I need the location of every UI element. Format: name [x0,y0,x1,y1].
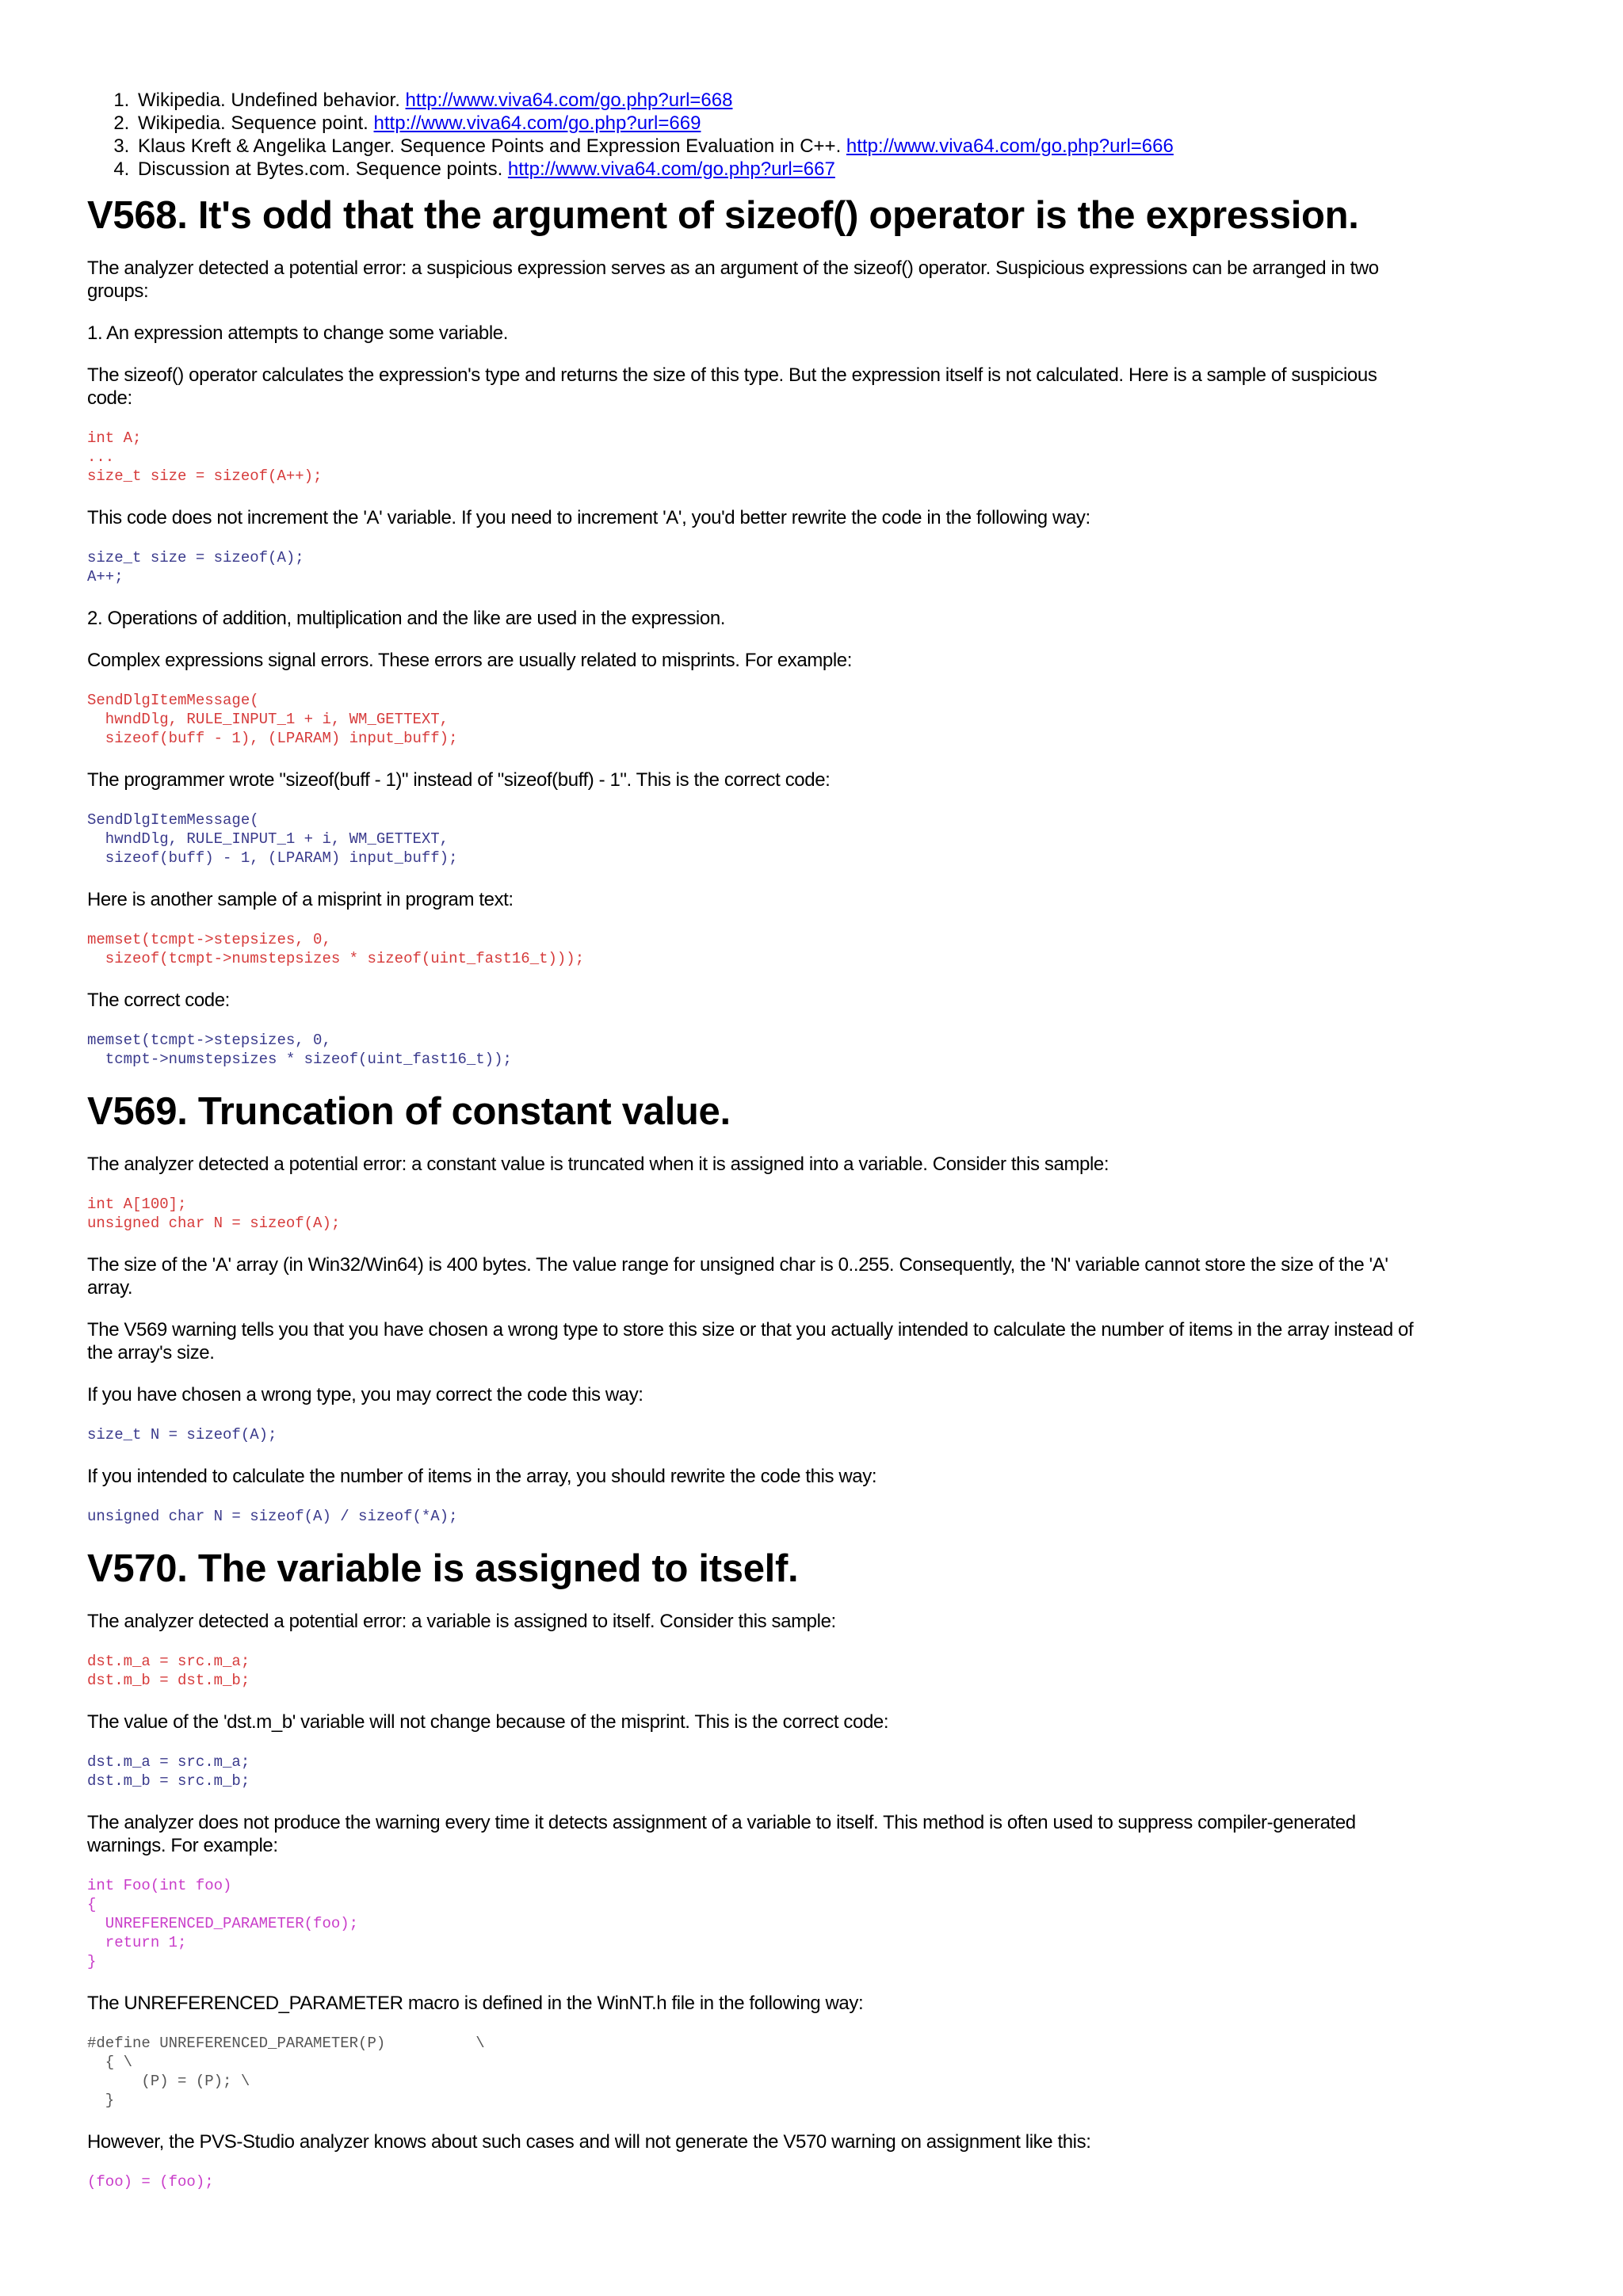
paragraph: This code does not increment the 'A' variable. If you need to increment 'A', you'd better rewrite the code in the following way: [87,507,1090,528]
code-block: dst.m_a = src.m_a; dst.m_b = dst.m_b; [87,1653,250,1689]
reference-link[interactable]: http://www.viva64.com/go.php?url=669 [373,113,701,134]
references-list [87,89,1419,181]
section-v568 [87,193,1419,1069]
code-block: (foo) = (foo); [87,2173,214,2191]
section-title: V569. Truncation of constant value. [87,1090,731,1133]
code-block: int A; ... size_t size = sizeof(A++); [87,429,323,485]
code-block: SendDlgItemMessage( hwndDlg, RULE_INPUT_1 + i, WM_GETTEXT, sizeof(buff) - 1, (LPARAM) input_buff); [87,811,458,867]
paragraph: The value of the 'dst.m_b' variable will not change because of the misprint. This is the correct code: [87,1711,889,1733]
reference-link[interactable]: http://www.viva64.com/go.php?url=666 [846,135,1174,157]
reference-item: 4. Discussion at Bytes.com. Sequence points. http://www.viva64.com/go.php?url=667 [135,158,1419,181]
paragraph: The programmer wrote "sizeof(buff - 1)" instead of "sizeof(buff) - 1". This is the correct code: [87,769,831,791]
reference-item: 1. Wikipedia. Undefined behavior. http://www.viva64.com/go.php?url=668 [135,89,1419,112]
paragraph: If you intended to calculate the number of items in the array, you should rewrite the code this way: [87,1466,877,1487]
paragraph: The analyzer does not produce the warning every time it detects assignment of a variable to itself. This method is often used to suppress compiler-generated warnings. For example: [87,1812,1356,1856]
reference-link[interactable]: http://www.viva64.com/go.php?url=667 [507,158,835,180]
paragraph: 1. An expression attempts to change some variable. [87,322,508,344]
reference-item: 3. Klaus Kreft & Angelika Langer. Sequence Points and Expression Evaluation in C++. http://www.viva64.com/go.php?url=666 [135,135,1419,158]
paragraph: The correct code: [87,990,230,1011]
section-v570 [87,1547,1419,2191]
paragraph: The UNREFERENCED_PARAMETER macro is defined in the WinNT.h file in the following way: [87,1993,864,2014]
code-block: memset(tcmpt->stepsizes, 0, sizeof(tcmpt->numstepsizes * sizeof(uint_fast16_t))); [87,931,585,967]
paragraph: The sizeof() operator calculates the expression's type and returns the size of this type. But the expression itself is not calculated. Here is a sample of suspicious code: [87,364,1377,409]
document-page [87,89,1419,2212]
paragraph: The V569 warning tells you that you have chosen a wrong type to store this size or that you actually intended to calculate the number of items in the array instead of the array's size. [87,1319,1414,1363]
section-title: V570. The variable is assigned to itself. [87,1547,799,1590]
code-block: #define UNREFERENCED_PARAMETER(P) \ { \ (P) = (P); \ } [87,2035,485,2109]
section-v569 [87,1089,1419,1526]
code-block: size_t size = sizeof(A); A++; [87,549,304,585]
paragraph: The analyzer detected a potential error: a variable is assigned to itself. Consider this sample: [87,1611,836,1632]
reference-link[interactable]: http://www.viva64.com/go.php?url=668 [405,90,733,111]
code-block: int A[100]; unsigned char N = sizeof(A); [87,1196,341,1232]
code-block: size_t N = sizeof(A); [87,1426,277,1444]
code-block: dst.m_a = src.m_a; dst.m_b = src.m_b; [87,1753,250,1790]
paragraph: The analyzer detected a potential error: a constant value is truncated when it is assigned into a variable. Consider this sample: [87,1154,1109,1175]
paragraph: The size of the 'A' array (in Win32/Win64) is 400 bytes. The value range for unsigned char is 0..255. Consequently, the 'N' variable cannot store the size of the 'A' array. [87,1254,1388,1299]
paragraph: Complex expressions signal errors. These errors are usually related to misprints. For example: [87,650,853,671]
paragraph: If you have chosen a wrong type, you may correct the code this way: [87,1384,643,1405]
paragraph: However, the PVS-Studio analyzer knows about such cases and will not generate the V570 warning on assignment like this: [87,2131,1091,2153]
code-block: memset(tcmpt->stepsizes, 0, tcmpt->numstepsizes * sizeof(uint_fast16_t)); [87,1032,512,1068]
code-block: unsigned char N = sizeof(A) / sizeof(*A); [87,1508,458,1525]
section-title: V568. It's odd that the argument of sizeof() operator is the expression. [87,194,1359,237]
paragraph: The analyzer detected a potential error: a suspicious expression serves as an argument of the sizeof() operator. Suspicious expressions can be arranged in two groups: [87,257,1379,302]
paragraph: Here is another sample of a misprint in program text: [87,889,514,910]
code-block: int Foo(int foo) { UNREFERENCED_PARAMETER(foo); return 1; } [87,1877,359,1970]
code-block: SendDlgItemMessage( hwndDlg, RULE_INPUT_1 + i, WM_GETTEXT, sizeof(buff - 1), (LPARAM) input_buff); [87,692,458,747]
reference-item: 2. Wikipedia. Sequence point. http://www.viva64.com/go.php?url=669 [135,112,1419,135]
paragraph: 2. Operations of addition, multiplication and the like are used in the expression. [87,608,726,629]
